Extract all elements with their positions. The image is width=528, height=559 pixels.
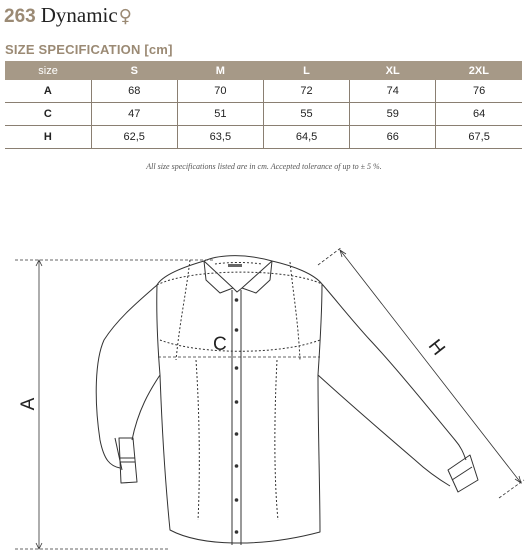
row-label-h: H: [5, 126, 91, 149]
table-cell: 76: [436, 80, 522, 103]
table-cell: 74: [350, 80, 436, 103]
label-a: A: [18, 397, 39, 411]
header-size: size: [5, 61, 91, 80]
button-icons: [235, 298, 239, 534]
table-cell: 66: [350, 126, 436, 149]
table-cell: 68: [91, 80, 177, 103]
label-c: C: [213, 334, 227, 355]
product-name: Dynamic: [40, 3, 118, 27]
product-number: 263: [4, 6, 36, 27]
size-spec-heading: SIZE SPECIFICATION [cm]: [5, 42, 173, 57]
header-l: L: [263, 61, 349, 80]
table-cell: 67,5: [436, 126, 522, 149]
table-cell: 72: [263, 80, 349, 103]
table-cell: 70: [177, 80, 263, 103]
shirt-outline: [96, 256, 478, 545]
table-cell: 51: [177, 103, 263, 126]
header-m: M: [177, 61, 263, 80]
row-label-a: A: [5, 80, 91, 103]
brand-label-icon: [228, 264, 242, 267]
table-cell: 64,5: [263, 126, 349, 149]
dimension-h: [318, 247, 524, 498]
female-symbol-icon: ♀: [118, 6, 132, 27]
row-label-c: C: [5, 103, 91, 126]
table-cell: 63,5: [177, 126, 263, 149]
dimension-a: [15, 260, 215, 549]
header-s: S: [91, 61, 177, 80]
table-cell: 55: [263, 103, 349, 126]
header-xl: XL: [350, 61, 436, 80]
tolerance-note: All size specifications listed are in cm. Accepted tolerance of up to ± 5 %.: [146, 162, 382, 171]
label-h: H: [423, 335, 449, 360]
table-cell: 59: [350, 103, 436, 126]
header-2xl: 2XL: [436, 61, 522, 80]
table-cell: 62,5: [91, 126, 177, 149]
table-cell: 47: [91, 103, 177, 126]
table-cell: 64: [436, 103, 522, 126]
